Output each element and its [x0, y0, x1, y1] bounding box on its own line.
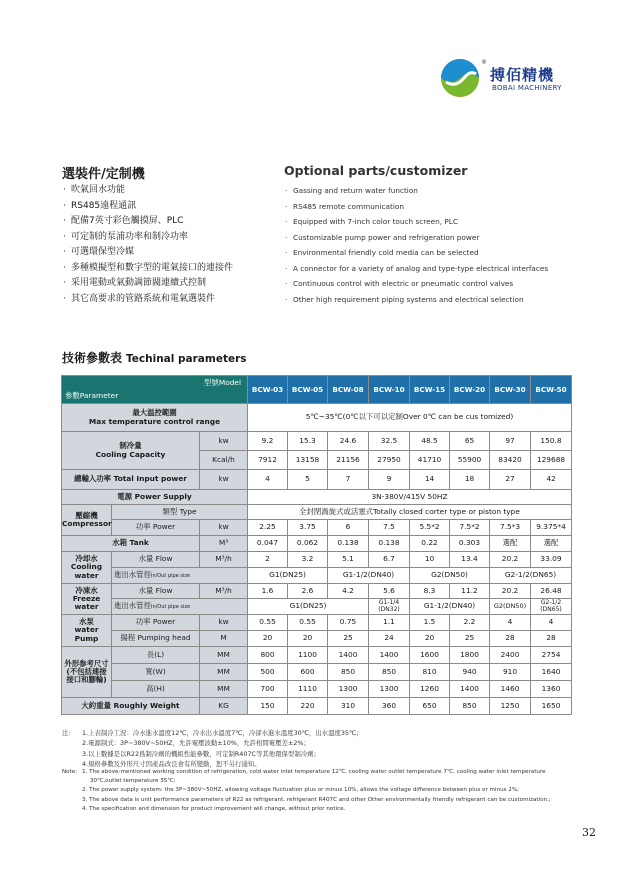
value-cell: 25 [450, 631, 490, 647]
note-line: 4. The specification and dimension for product improvement will change, without prior notice. [82, 805, 346, 812]
max-temp-value: 5℃~35℃(0℃以下可以定制Over 0℃ can be cus tomized) [248, 404, 572, 432]
option-item-cn: · 配備7英寸彩色觸摸屏、PLC [62, 214, 233, 230]
value-cell: 7 [328, 470, 369, 490]
note-line: 1.上表制冷工況：冷水進水溫度12℃，冷水出水溫度7℃，冷卻水進水溫度30℃，出水溫度35℃； [82, 729, 363, 737]
option-item-cn: · 吹氣回水功能 [62, 183, 233, 199]
value-cell: 850 [450, 698, 490, 715]
notes-en-label: Note: [62, 769, 78, 775]
value-cell: 4.2 [328, 584, 369, 599]
value-cell: 800 [248, 647, 288, 664]
value-cell: 5.1 [328, 552, 369, 568]
value-cell: 0.303 [450, 536, 490, 552]
value-cell: 2.25 [248, 520, 288, 536]
compressor-label: 壓縮機 Compressor [62, 505, 112, 536]
value-cell: 650 [410, 698, 450, 715]
value-cell: 1800 [450, 647, 490, 664]
value-cell: 10 [410, 552, 450, 568]
unit-cell: MM [200, 647, 248, 664]
value-cell: 0.138 [328, 536, 369, 552]
table-row [62, 470, 572, 490]
table-row [62, 568, 572, 584]
value-cell: 13158 [288, 451, 328, 470]
value-cell: 9.375*4 [531, 520, 572, 536]
value-cell: 940 [450, 664, 490, 681]
table-row [62, 647, 572, 664]
value-cell: 24.6 [328, 432, 369, 451]
pump-power-label: 功率 Power [112, 615, 200, 631]
value-cell: 2 [248, 552, 288, 568]
value-cell: 20.2 [490, 584, 531, 599]
value-cell: 220 [288, 698, 328, 715]
option-item-en: · RS485 remote communication [284, 199, 548, 215]
options-title-en: Optional parts/customizer [284, 163, 468, 178]
table-row [62, 584, 572, 599]
spec-table [61, 375, 572, 715]
value-cell: 28 [490, 631, 531, 647]
unit-cell: M³/h [200, 552, 248, 568]
value-cell: 0.138 [369, 536, 410, 552]
weight-label: 大約重量 Roughly Weight [62, 698, 200, 715]
value-cell: 11.2 [450, 584, 490, 599]
note-line: 3. The above data is unit performance parameters of R22 as refrigerant, refrigerant R407C and other Other environmentally friendly refrigerant can be customization.; [82, 796, 551, 803]
value-cell: 3.75 [288, 520, 328, 536]
value-cell: 15.3 [288, 432, 328, 451]
value-cell: 1400 [369, 647, 410, 664]
value-cell: 0.22 [410, 536, 450, 552]
value-cell: 27 [490, 470, 531, 490]
value-cell: 9 [369, 470, 410, 490]
value-cell: 0.55 [288, 615, 328, 631]
dimensions-label: 外形参考尺寸 (不包括連接 接口和腳輪) [62, 647, 112, 698]
model-header: BCW-20 [450, 376, 490, 404]
value-cell: 1640 [531, 664, 572, 681]
option-item-cn: · 可選環保型冷媒 [62, 245, 233, 261]
option-item-cn: · RS485遠程通訊 [62, 199, 233, 215]
unit-cell: KG [200, 698, 248, 715]
model-header: BCW-30 [490, 376, 531, 404]
table-row [62, 505, 572, 520]
value-cell: 2400 [490, 647, 531, 664]
value-cell: G2-1/2 (DN65) [531, 599, 572, 615]
value-cell: 1460 [490, 681, 531, 698]
value-cell: G1-1/4 (DN32) [369, 599, 410, 615]
value-cell: 1300 [369, 681, 410, 698]
value-cell: 0.75 [328, 615, 369, 631]
value-cell: 0.062 [288, 536, 328, 552]
option-item-en: · Equipped with 7-inch color touch screen, PLC [284, 214, 548, 230]
value-cell: 83420 [490, 451, 531, 470]
note-line: 30℃,outlet temperature 35℃; [90, 778, 176, 785]
model-param-header [62, 376, 248, 404]
value-cell: 20 [248, 631, 288, 647]
value-cell: G2(DN50) [490, 599, 531, 615]
table-row [62, 615, 572, 631]
unit-cell: kw [200, 432, 248, 451]
compressor-type-value: 全封閉渦旋式或活塞式Totally closed corter type or piston type [248, 505, 572, 520]
value-cell: 7.5*2 [450, 520, 490, 536]
value-cell: 65 [450, 432, 490, 451]
value-cell: 850 [369, 664, 410, 681]
value-cell: 129688 [531, 451, 572, 470]
compressor-power-label: 功率 Power [112, 520, 200, 536]
unit-cell: Kcal/h [200, 451, 248, 470]
tech-params-title [62, 349, 247, 366]
value-cell: 42 [531, 470, 572, 490]
option-item-en: · Customizable pump power and refrigeration power [284, 230, 548, 246]
freeze-water-label: 冷凍水 Freeze water [62, 584, 112, 615]
value-cell: G2-1/2(DN65) [490, 568, 572, 584]
freeze-pipe-label: 進出水管徑In/Out pipe size [112, 599, 248, 615]
cooling-capacity-label: 制冷量 Cooling Capacity [62, 432, 200, 470]
value-cell: 2.6 [288, 584, 328, 599]
value-cell: 2754 [531, 647, 572, 664]
value-cell: 25 [328, 631, 369, 647]
option-item-en: · A connector for a variety of analog and type-type electrical interfaces [284, 261, 548, 277]
value-cell: 7.5*3 [490, 520, 531, 536]
option-item-en: · Other high requirement piping systems and electrical selection [284, 292, 548, 308]
option-item-cn: · 采用電動或氣動調節閥連續式控制 [62, 276, 233, 292]
note-line: 2. The power supply system: the 3P~380V~50HZ, allowing voltage fluctuation plus or minus 10%, allows the voltage difference between plus or minus 2%; [82, 787, 520, 794]
registered-mark: ® [481, 59, 487, 66]
value-cell: 26.48 [531, 584, 572, 599]
value-cell: 20.2 [490, 552, 531, 568]
width-label: 寬(W) [112, 664, 200, 681]
value-cell: 1100 [288, 647, 328, 664]
value-cell: 1400 [450, 681, 490, 698]
tank-label: 水箱 Tank [62, 536, 200, 552]
option-item-cn: · 可定制的泵浦功率和制冷功率 [62, 230, 233, 246]
value-cell: 24 [369, 631, 410, 647]
value-cell: 7.5 [369, 520, 410, 536]
height-label: 高(H) [112, 681, 200, 698]
power-supply-label: 電源 Power Supply [62, 490, 248, 505]
unit-cell: kw [200, 520, 248, 536]
value-cell: 33.09 [531, 552, 572, 568]
table-row [62, 664, 572, 681]
unit-cell: M [200, 631, 248, 647]
value-cell: 150.8 [531, 432, 572, 451]
tech-title-en: Techinal parameters [126, 353, 247, 365]
model-header: BCW-08 [328, 376, 369, 404]
unit-cell: kw [200, 470, 248, 490]
option-item-en: · Environmental friendly cold media can be selected [284, 245, 548, 261]
value-cell: 27950 [369, 451, 410, 470]
model-header: BCW-15 [410, 376, 450, 404]
table-row [62, 681, 572, 698]
max-temp-label: 最大温控範圍 Max temperature control range [62, 404, 248, 432]
value-cell: 選配 [490, 536, 531, 552]
unit-cell: M³/h [200, 584, 248, 599]
brand-name-cn: 搏佰精機 [490, 66, 555, 84]
note-line: 1. The above-mentioned working condition of refrigeration, cold water inlet temperature 12℃, cooling water outlet temperature 7℃, cooling water inlet temperature [82, 769, 546, 775]
value-cell: 4 [248, 470, 288, 490]
value-cell: 1.1 [369, 615, 410, 631]
compressor-type-label: 類型 Type [112, 505, 248, 520]
water-pump-label: 水泵 water Pump [62, 615, 112, 647]
value-cell: 4 [490, 615, 531, 631]
table-row [62, 536, 572, 552]
option-item-en: · Continuous control with electric or pneumatic control valves [284, 276, 548, 292]
value-cell: 7912 [248, 451, 288, 470]
option-item-cn: · 多種模擬型和數字型的電氣接口的連接件 [62, 261, 233, 277]
value-cell: 5.5*2 [410, 520, 450, 536]
value-cell: 6.7 [369, 552, 410, 568]
cooling-pipe-label: 進出水管徑In/Out pipe size [112, 568, 248, 584]
value-cell: 1.5 [410, 615, 450, 631]
options-title-cn: 選裝件/定制機 [62, 167, 145, 182]
notes-cn [62, 728, 363, 770]
value-cell: G2(DN50) [410, 568, 490, 584]
value-cell: 18 [450, 470, 490, 490]
model-header: BCW-05 [288, 376, 328, 404]
model-header: BCW-50 [531, 376, 572, 404]
value-cell: 41710 [410, 451, 450, 470]
value-cell: 20 [410, 631, 450, 647]
value-cell: 810 [410, 664, 450, 681]
value-cell: 3.2 [288, 552, 328, 568]
value-cell: 0.55 [248, 615, 288, 631]
length-label: 長(L) [112, 647, 200, 664]
model-label: 型號Model [204, 378, 242, 387]
value-cell: 4 [531, 615, 572, 631]
option-item-en: · Gassing and return water function [284, 183, 548, 199]
value-cell: 13.4 [450, 552, 490, 568]
table-row [62, 490, 572, 505]
table-row [62, 432, 572, 451]
unit-cell: MM [200, 664, 248, 681]
value-cell: 1300 [328, 681, 369, 698]
value-cell: 1110 [288, 681, 328, 698]
value-cell: 910 [490, 664, 531, 681]
options-list-en [284, 183, 548, 307]
power-supply-value: 3N-380V/415V 50HZ [248, 490, 572, 505]
cooling-water-label: 冷却水 Cooling water [62, 552, 112, 584]
value-cell: 21156 [328, 451, 369, 470]
value-cell: 1260 [410, 681, 450, 698]
value-cell: 20 [288, 631, 328, 647]
unit-cell: MM [200, 681, 248, 698]
unit-cell: M³ [200, 536, 248, 552]
value-cell: 14 [410, 470, 450, 490]
value-cell: G1-1/2(DN40) [328, 568, 410, 584]
value-cell: 360 [369, 698, 410, 715]
cooling-water-flow-label: 水量 Flow [112, 552, 200, 568]
model-header: BCW-10 [369, 376, 410, 404]
options-list-cn [62, 183, 233, 307]
note-line: 4.規格參數及外形尺寸因產品改良會有所變動，恕不另行通知。 [82, 760, 261, 769]
value-cell: 5 [288, 470, 328, 490]
model-header: BCW-03 [248, 376, 288, 404]
value-cell: 9.2 [248, 432, 288, 451]
notes-cn-label: 注: [62, 729, 71, 737]
value-cell: 1.6 [248, 584, 288, 599]
value-cell: 1400 [328, 647, 369, 664]
value-cell: 2.2 [450, 615, 490, 631]
value-cell: 8.3 [410, 584, 450, 599]
note-line: 3.以上數據是以R22爲制冷劑的機組性能參數，可定制R407C等其他環保型制冷劑； [82, 749, 320, 758]
value-cell: 850 [328, 664, 369, 681]
value-cell: 310 [328, 698, 369, 715]
option-item-cn: · 其它高要求的管路系統和電氣選裝件 [62, 292, 233, 308]
value-cell: 48.5 [410, 432, 450, 451]
value-cell: 選配 [531, 536, 572, 552]
value-cell: 1360 [531, 681, 572, 698]
brand-name-en: BOBAI MACHINERY [492, 84, 562, 92]
param-label: 參數Parameter [65, 390, 119, 400]
table-row [62, 599, 572, 615]
freeze-water-flow-label: 水量 Flow [112, 584, 200, 599]
value-cell: 0.047 [248, 536, 288, 552]
table-row [62, 698, 572, 715]
value-cell: 55900 [450, 451, 490, 470]
unit-cell: kw [200, 615, 248, 631]
value-cell: 1650 [531, 698, 572, 715]
value-cell: G1(DN25) [248, 568, 328, 584]
notes-en [62, 768, 551, 814]
pump-head-label: 揚程 Pumping head [112, 631, 200, 647]
table-row [62, 631, 572, 647]
value-cell: G1(DN25) [248, 599, 369, 615]
value-cell: 97 [490, 432, 531, 451]
value-cell: 5.6 [369, 584, 410, 599]
value-cell: 6 [328, 520, 369, 536]
input-power-label: 總輸入功率 Total Input power [62, 470, 200, 490]
table-row [62, 552, 572, 568]
value-cell: 32.5 [369, 432, 410, 451]
table-header-row [62, 376, 572, 404]
value-cell: 500 [248, 664, 288, 681]
table-row [62, 520, 572, 536]
value-cell: G1-1/2(DN40) [410, 599, 490, 615]
note-line: 2.電源制式：3P~380V~50HZ，允許電壓波動±10%，允許相間電壓差±2%； [82, 739, 310, 748]
value-cell: 150 [248, 698, 288, 715]
brand-logo [440, 58, 480, 98]
value-cell: 1600 [410, 647, 450, 664]
value-cell: 1250 [490, 698, 531, 715]
value-cell: 28 [531, 631, 572, 647]
page-number: 32 [582, 826, 596, 839]
tech-title-cn: 技術參數表 [62, 351, 123, 365]
table-row [62, 404, 572, 432]
value-cell: 700 [248, 681, 288, 698]
value-cell: 600 [288, 664, 328, 681]
